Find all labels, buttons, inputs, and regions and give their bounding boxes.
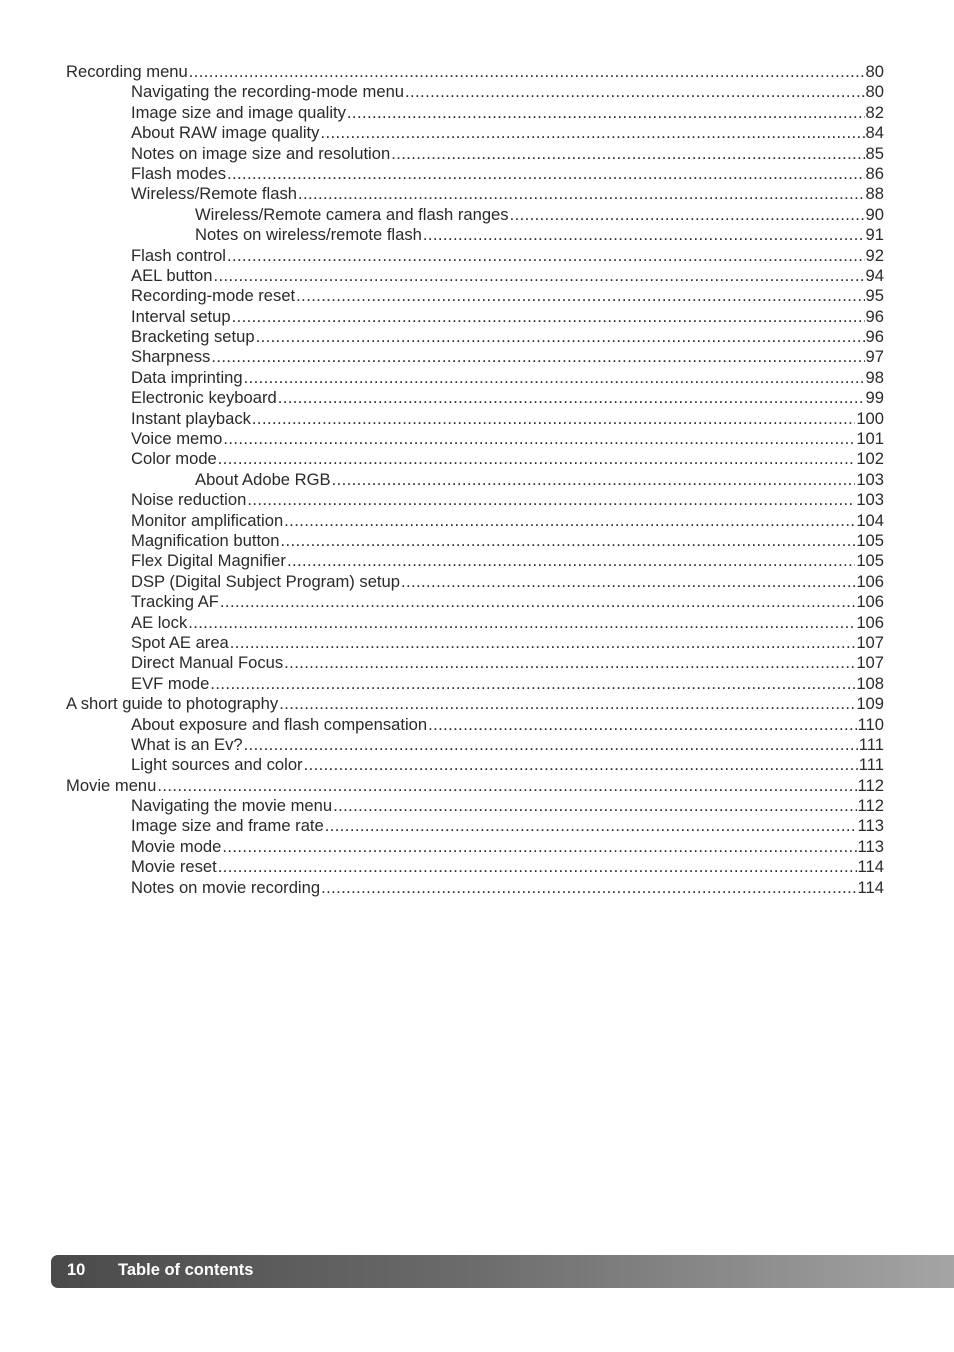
toc-entry[interactable] bbox=[66, 837, 884, 857]
table-of-contents bbox=[66, 62, 884, 898]
toc-entry-title: Spot AE area bbox=[131, 632, 229, 652]
toc-entry-page: 91 bbox=[865, 225, 884, 245]
toc-entry[interactable] bbox=[66, 347, 884, 367]
toc-entry-title: Movie mode bbox=[131, 836, 222, 856]
toc-entry-page: 111 bbox=[858, 734, 884, 754]
toc-entry-title: Image size and frame rate bbox=[131, 816, 324, 836]
dot-leader bbox=[244, 368, 865, 388]
toc-entry[interactable] bbox=[66, 225, 884, 245]
dot-leader bbox=[256, 327, 865, 347]
toc-entry[interactable] bbox=[66, 511, 884, 531]
toc-entry[interactable] bbox=[66, 266, 884, 286]
dot-leader bbox=[320, 123, 864, 143]
toc-entry-title: A short guide to photography bbox=[66, 694, 279, 714]
toc-entry[interactable] bbox=[66, 613, 884, 633]
toc-entry-page: 104 bbox=[856, 510, 884, 530]
toc-entry-title: Tracking AF bbox=[131, 592, 219, 612]
toc-entry-page: 92 bbox=[865, 245, 884, 265]
dot-leader bbox=[279, 694, 855, 714]
toc-entry-page: 114 bbox=[857, 857, 884, 877]
toc-entry-title: Data imprinting bbox=[131, 367, 243, 387]
dot-leader bbox=[347, 103, 865, 123]
toc-entry-title: Electronic keyboard bbox=[131, 388, 277, 408]
toc-entry-page: 105 bbox=[856, 551, 884, 571]
toc-entry[interactable] bbox=[66, 103, 884, 123]
toc-entry-title: Movie reset bbox=[131, 857, 217, 877]
footer-bar bbox=[51, 1255, 954, 1288]
toc-entry-page: 86 bbox=[865, 163, 884, 183]
toc-entry-title: Navigating the movie menu bbox=[131, 796, 333, 816]
toc-entry-page: 80 bbox=[865, 62, 884, 81]
dot-leader bbox=[157, 776, 856, 796]
toc-entry-page: 113 bbox=[857, 836, 884, 856]
toc-entry-title: Sharpness bbox=[131, 347, 211, 367]
toc-entry-title: DSP (Digital Subject Program) setup bbox=[131, 571, 400, 591]
toc-entry[interactable] bbox=[66, 653, 884, 673]
dot-leader bbox=[252, 409, 855, 429]
toc-entry[interactable] bbox=[66, 694, 884, 714]
toc-entry-title: Notes on movie recording bbox=[131, 877, 321, 897]
toc-entry-title: Flash modes bbox=[131, 163, 226, 183]
toc-entry-page: 109 bbox=[856, 694, 884, 714]
toc-entry-title: AEL button bbox=[131, 265, 213, 285]
dot-leader bbox=[405, 82, 865, 102]
dot-leader bbox=[210, 674, 855, 694]
toc-entry-page: 97 bbox=[865, 347, 884, 367]
dot-leader bbox=[189, 62, 865, 82]
dot-leader bbox=[247, 490, 855, 510]
toc-entry[interactable] bbox=[66, 246, 884, 266]
toc-entry[interactable] bbox=[66, 633, 884, 653]
dot-leader bbox=[222, 837, 856, 857]
dot-leader bbox=[188, 613, 855, 633]
dot-leader bbox=[284, 653, 855, 673]
dot-leader bbox=[298, 184, 865, 204]
toc-entry-page: 106 bbox=[856, 592, 884, 612]
toc-entry-title: Movie menu bbox=[66, 775, 157, 795]
footer-page-number: 10 bbox=[67, 1261, 86, 1279]
dot-leader bbox=[220, 592, 855, 612]
toc-entry-page: 98 bbox=[865, 367, 884, 387]
toc-entry-page: 106 bbox=[856, 571, 884, 591]
dot-leader bbox=[223, 429, 855, 449]
dot-leader bbox=[227, 246, 865, 266]
toc-entry-title: Recording-mode reset bbox=[131, 286, 296, 306]
toc-entry-page: 105 bbox=[856, 530, 884, 550]
dot-leader bbox=[244, 735, 858, 755]
toc-entry[interactable] bbox=[66, 796, 884, 816]
toc-entry-page: 106 bbox=[856, 612, 884, 632]
toc-entry[interactable] bbox=[66, 368, 884, 388]
toc-entry-page: 90 bbox=[865, 204, 884, 224]
toc-entry-title: Noise reduction bbox=[131, 490, 247, 510]
toc-entry-title: Flash control bbox=[131, 245, 226, 265]
toc-entry[interactable] bbox=[66, 490, 884, 510]
toc-entry[interactable] bbox=[66, 572, 884, 592]
toc-entry[interactable] bbox=[66, 715, 884, 735]
toc-entry-page: 100 bbox=[856, 408, 884, 428]
toc-entry-title: Flex Digital Magnifier bbox=[131, 551, 286, 571]
toc-entry[interactable] bbox=[66, 470, 884, 490]
toc-entry[interactable] bbox=[66, 307, 884, 327]
toc-entry[interactable] bbox=[66, 857, 884, 877]
toc-entry-title: Image size and image quality bbox=[131, 102, 346, 122]
toc-entry-title: Bracketing setup bbox=[131, 327, 255, 347]
toc-entry-title: Wireless/Remote camera and flash ranges bbox=[195, 204, 509, 224]
toc-entry[interactable] bbox=[66, 164, 884, 184]
toc-entry[interactable] bbox=[66, 755, 884, 775]
toc-entry-title: AE lock bbox=[131, 612, 188, 632]
toc-entry-page: 111 bbox=[858, 755, 884, 775]
toc-entry-title: Recording menu bbox=[66, 62, 188, 81]
dot-leader bbox=[510, 205, 865, 225]
toc-entry-title: Navigating the recording-mode menu bbox=[131, 82, 405, 102]
dot-leader bbox=[333, 796, 856, 816]
toc-entry-title: Color mode bbox=[131, 449, 217, 469]
toc-entry-title: About Adobe RGB bbox=[195, 469, 331, 489]
toc-entry-page: 103 bbox=[856, 490, 884, 510]
toc-entry-page: 110 bbox=[857, 714, 884, 734]
toc-entry-title: About RAW image quality bbox=[131, 123, 320, 143]
toc-entry-title: Wireless/Remote flash bbox=[131, 184, 297, 204]
toc-entry[interactable] bbox=[66, 82, 884, 102]
dot-leader bbox=[401, 572, 855, 592]
toc-entry[interactable] bbox=[66, 776, 884, 796]
toc-entry-page: 99 bbox=[865, 388, 884, 408]
dot-leader bbox=[296, 286, 864, 306]
toc-entry[interactable] bbox=[66, 144, 884, 164]
toc-entry-page: 102 bbox=[856, 449, 884, 469]
dot-leader bbox=[391, 144, 864, 164]
toc-entry[interactable] bbox=[66, 429, 884, 449]
toc-entry[interactable] bbox=[66, 551, 884, 571]
dot-leader bbox=[278, 388, 865, 408]
toc-entry-page: 112 bbox=[857, 775, 884, 795]
toc-entry-title: Direct Manual Focus bbox=[131, 653, 284, 673]
toc-entry-page: 107 bbox=[856, 632, 884, 652]
dot-leader bbox=[218, 857, 857, 877]
toc-entry[interactable] bbox=[66, 531, 884, 551]
toc-entry[interactable] bbox=[66, 286, 884, 306]
toc-entry-page: 113 bbox=[857, 816, 884, 836]
toc-entry-page: 103 bbox=[856, 469, 884, 489]
toc-entry-page: 85 bbox=[865, 143, 884, 163]
toc-entry[interactable] bbox=[66, 205, 884, 225]
toc-entry-title: Monitor amplification bbox=[131, 510, 284, 530]
toc-entry-title: About exposure and flash compensation bbox=[131, 714, 428, 734]
dot-leader bbox=[232, 307, 865, 327]
toc-entry[interactable] bbox=[66, 449, 884, 469]
toc-entry[interactable] bbox=[66, 62, 884, 82]
dot-leader bbox=[325, 816, 857, 836]
dot-leader bbox=[304, 755, 858, 775]
toc-entry[interactable] bbox=[66, 184, 884, 204]
dot-leader bbox=[332, 470, 856, 490]
toc-entry-title: Instant playback bbox=[131, 408, 251, 428]
toc-entry-page: 94 bbox=[865, 265, 884, 285]
toc-entry[interactable] bbox=[66, 327, 884, 347]
toc-entry-page: 107 bbox=[856, 653, 884, 673]
toc-entry[interactable] bbox=[66, 388, 884, 408]
toc-entry-page: 96 bbox=[865, 327, 884, 347]
toc-entry-page: 80 bbox=[865, 82, 884, 102]
toc-entry-page: 96 bbox=[865, 306, 884, 326]
toc-entry-page: 82 bbox=[865, 102, 884, 122]
footer-section-title: Table of contents bbox=[118, 1261, 254, 1279]
toc-entry[interactable] bbox=[66, 878, 884, 898]
toc-entry[interactable] bbox=[66, 816, 884, 836]
dot-leader bbox=[321, 878, 856, 898]
toc-entry-title: Light sources and color bbox=[131, 755, 303, 775]
toc-entry-title: EVF mode bbox=[131, 673, 210, 693]
dot-leader bbox=[214, 266, 865, 286]
toc-entry-page: 84 bbox=[865, 123, 884, 143]
dot-leader bbox=[287, 551, 855, 571]
toc-entry[interactable] bbox=[66, 674, 884, 694]
toc-entry[interactable] bbox=[66, 592, 884, 612]
toc-entry-page: 108 bbox=[856, 673, 884, 693]
toc-entry-page: 114 bbox=[857, 877, 884, 897]
toc-entry-page: 95 bbox=[865, 286, 884, 306]
toc-entry-title: Notes on wireless/remote flash bbox=[195, 225, 422, 245]
toc-entry-title: Notes on image size and resolution bbox=[131, 143, 391, 163]
toc-entry-page: 101 bbox=[856, 429, 884, 449]
dot-leader bbox=[284, 511, 855, 531]
toc-entry-title: Voice memo bbox=[131, 429, 223, 449]
toc-entry[interactable] bbox=[66, 123, 884, 143]
toc-entry-page: 112 bbox=[857, 796, 884, 816]
toc-entry[interactable] bbox=[66, 409, 884, 429]
toc-entry-title: What is an Ev? bbox=[131, 734, 243, 754]
dot-leader bbox=[428, 715, 856, 735]
dot-leader bbox=[227, 164, 865, 184]
toc-entry-title: Interval setup bbox=[131, 306, 231, 326]
dot-leader bbox=[230, 633, 856, 653]
dot-leader bbox=[281, 531, 856, 551]
dot-leader bbox=[211, 347, 864, 367]
toc-entry-page: 88 bbox=[865, 184, 884, 204]
toc-entry[interactable] bbox=[66, 735, 884, 755]
dot-leader bbox=[423, 225, 865, 245]
toc-entry-title: Magnification button bbox=[131, 530, 280, 550]
dot-leader bbox=[218, 449, 856, 469]
